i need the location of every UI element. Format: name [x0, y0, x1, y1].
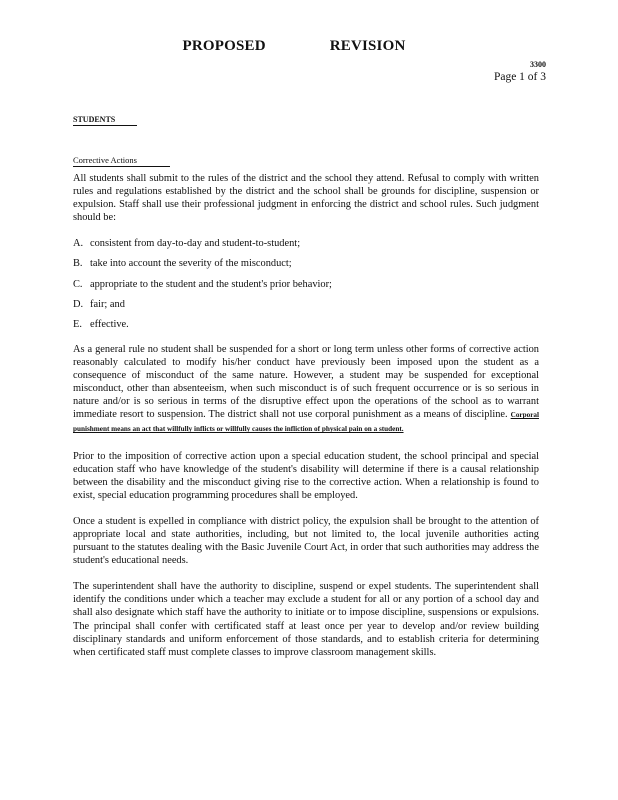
corporal-punishment-definition: Corporal punishment means an act that willfully inflicts or willfully causes the infliction of physical pain on a student.: [73, 411, 539, 434]
page-number: Page 1 of 3: [493, 71, 546, 83]
suspension-text: As a general rule no student shall be suspended for a short or long term unless other forms of corrective action reasonably calculated to modify his/her conduct have previously been imposed upon the student as a consequence of misconduct of the same nature. However, a student may be suspended for exceptional misconduct, other than absenteeism, when such misconduct is of such frequent occurrence or is so serious in nature and/or is so serious in terms of the disruptive effect upon the operations of the school as to warrant immediate resort to suspension. The district shall not use corporal punishment as a means of discipline.: [73, 343, 539, 421]
special-education-paragraph: Prior to the imposition of corrective action upon a special education student, the school principal and special education staff who have knowledge of the student's disability will determine if there is a causal relationship between the disability and the misconduct giving rise to the corrective action. When a relationship is found to exist, special education programming procedures shall be employed.: [73, 450, 539, 501]
list-item-letter: D.: [73, 298, 84, 310]
list-item-letter: B.: [73, 258, 83, 270]
list-item-text: appropriate to the student and the student's prior behavior;: [90, 278, 332, 290]
list-item-text: consistent from day-to-day and student-to-student;: [90, 238, 301, 250]
intro-paragraph: All students shall submit to the rules of the district and the school they attend. Refusal to comply with written rules and regulations established by the district and the school shall be grounds for discipline, suspension or expulsion. Staff shall use their professional judgment in enforcing the district and school rules. Such judgment should be:: [73, 173, 539, 224]
document-title: PROPOSED REVISION: [182, 38, 406, 54]
list-item: [73, 318, 539, 331]
criteria-list: [73, 237, 539, 330]
list-item-letter: E.: [73, 318, 82, 330]
list-item: [73, 257, 539, 270]
suspension-paragraph: [73, 343, 539, 437]
superintendent-paragraph: The superintendent shall have the authority to discipline, suspend or expel students. The superintendent shall identify the conditions under which a teacher may exclude a student for all or any portion of a school day and shall also designate which staff have the authority to initiate or to impose discipline, suspensions or expulsions. The principal shall confer with certificated staff at least once per year to develop and/or review building disciplinary standards and uniform enforcement of those standards, and to establish criteria for determining when certificated staff must complete classes to improve classroom management skills.: [73, 581, 539, 658]
list-item-letter: C.: [73, 278, 83, 290]
policy-code: 3300: [530, 60, 546, 69]
list-item-text: effective.: [90, 318, 129, 330]
expulsion-paragraph: Once a student is expelled in compliance with district policy, the expulsion shall be brought to the attention of appropriate local and state authorities, including, but not limited to, the local juvenile authorities acting pursuant to the statutes dealing with the Basic Juvenile Court Act, in order that such authorities may address the student's educational needs.: [73, 515, 539, 567]
list-item-letter: A.: [73, 238, 84, 250]
list-item: [73, 298, 539, 311]
section-heading: STUDENTS: [73, 115, 137, 126]
document-body: [73, 172, 539, 672]
list-item-text: fair; and: [90, 298, 125, 310]
subsection-heading: Corrective Actions: [73, 155, 170, 167]
list-item: [73, 237, 539, 250]
list-item-text: take into account the severity of the misconduct;: [90, 258, 292, 270]
list-item: [73, 278, 539, 291]
